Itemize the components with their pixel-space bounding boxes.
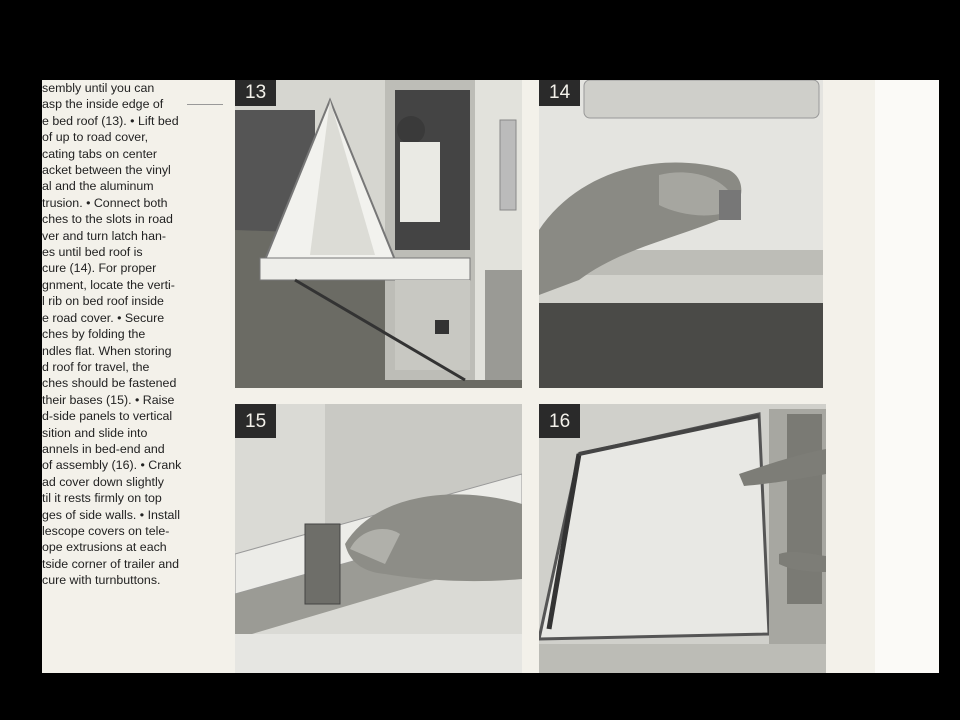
text-line: cure (14). For proper (42, 261, 157, 276)
text-line: til it rests firmly on top (42, 491, 162, 506)
instruction-text-column (42, 80, 238, 673)
photo-16-illustration (539, 404, 826, 673)
instruction-paragraph (42, 80, 238, 589)
text-line: cure with turnbuttons. (42, 573, 161, 588)
photo-number-13: 13 (235, 80, 276, 106)
text-line: sition and slide into (42, 425, 148, 440)
text-line: sembly until you can (42, 81, 155, 95)
photo-number-16: 16 (539, 404, 580, 438)
text-line: ver and turn latch han- (42, 228, 166, 243)
photo-15-illustration (235, 404, 522, 673)
text-line: gnment, locate the verti- (42, 277, 175, 292)
text-line: al and the aluminum (42, 179, 154, 194)
photo-14 (539, 80, 823, 388)
leader-line (187, 104, 223, 105)
text-line: l rib on bed roof inside (42, 294, 164, 309)
photo-number-15: 15 (235, 404, 276, 438)
text-line: lescope covers on tele- (42, 523, 170, 538)
photo-13-illustration (235, 80, 522, 388)
text-line: ope extrusions at each (42, 540, 167, 555)
text-line: cating tabs on center (42, 146, 158, 161)
text-line: ches by folding the (42, 327, 146, 342)
text-line: ges of side walls. • Install (42, 507, 180, 522)
text-line: e bed roof (13). • Lift bed (42, 113, 179, 128)
photo-16 (539, 404, 826, 673)
photo-14-illustration (539, 80, 823, 388)
text-line: trusion. • Connect both (42, 195, 168, 210)
text-line: asp the inside edge of (42, 97, 164, 112)
text-line: d-side panels to vertical (42, 409, 173, 424)
text-line: annels in bed-end and (42, 441, 165, 456)
text-line: tside corner of trailer and (42, 556, 180, 571)
text-line: acket between the vinyl (42, 163, 171, 178)
photo-15 (235, 404, 522, 673)
photo-number-14: 14 (539, 80, 580, 106)
text-line: of up to road cover, (42, 130, 149, 145)
text-line: d roof for travel, the (42, 359, 150, 374)
text-line: ches to the slots in road (42, 212, 173, 227)
text-line: e road cover. • Secure (42, 310, 165, 325)
photo-13 (235, 80, 522, 388)
text-line: es until bed roof is (42, 245, 143, 260)
text-line: of assembly (16). • Crank (42, 458, 182, 473)
manual-page (42, 80, 939, 673)
page-margin (875, 80, 939, 673)
text-line: ndles flat. When storing (42, 343, 172, 358)
text-line: their bases (15). • Raise (42, 392, 175, 407)
text-line: ches should be fastened (42, 376, 177, 391)
text-line: ad cover down slightly (42, 474, 164, 489)
